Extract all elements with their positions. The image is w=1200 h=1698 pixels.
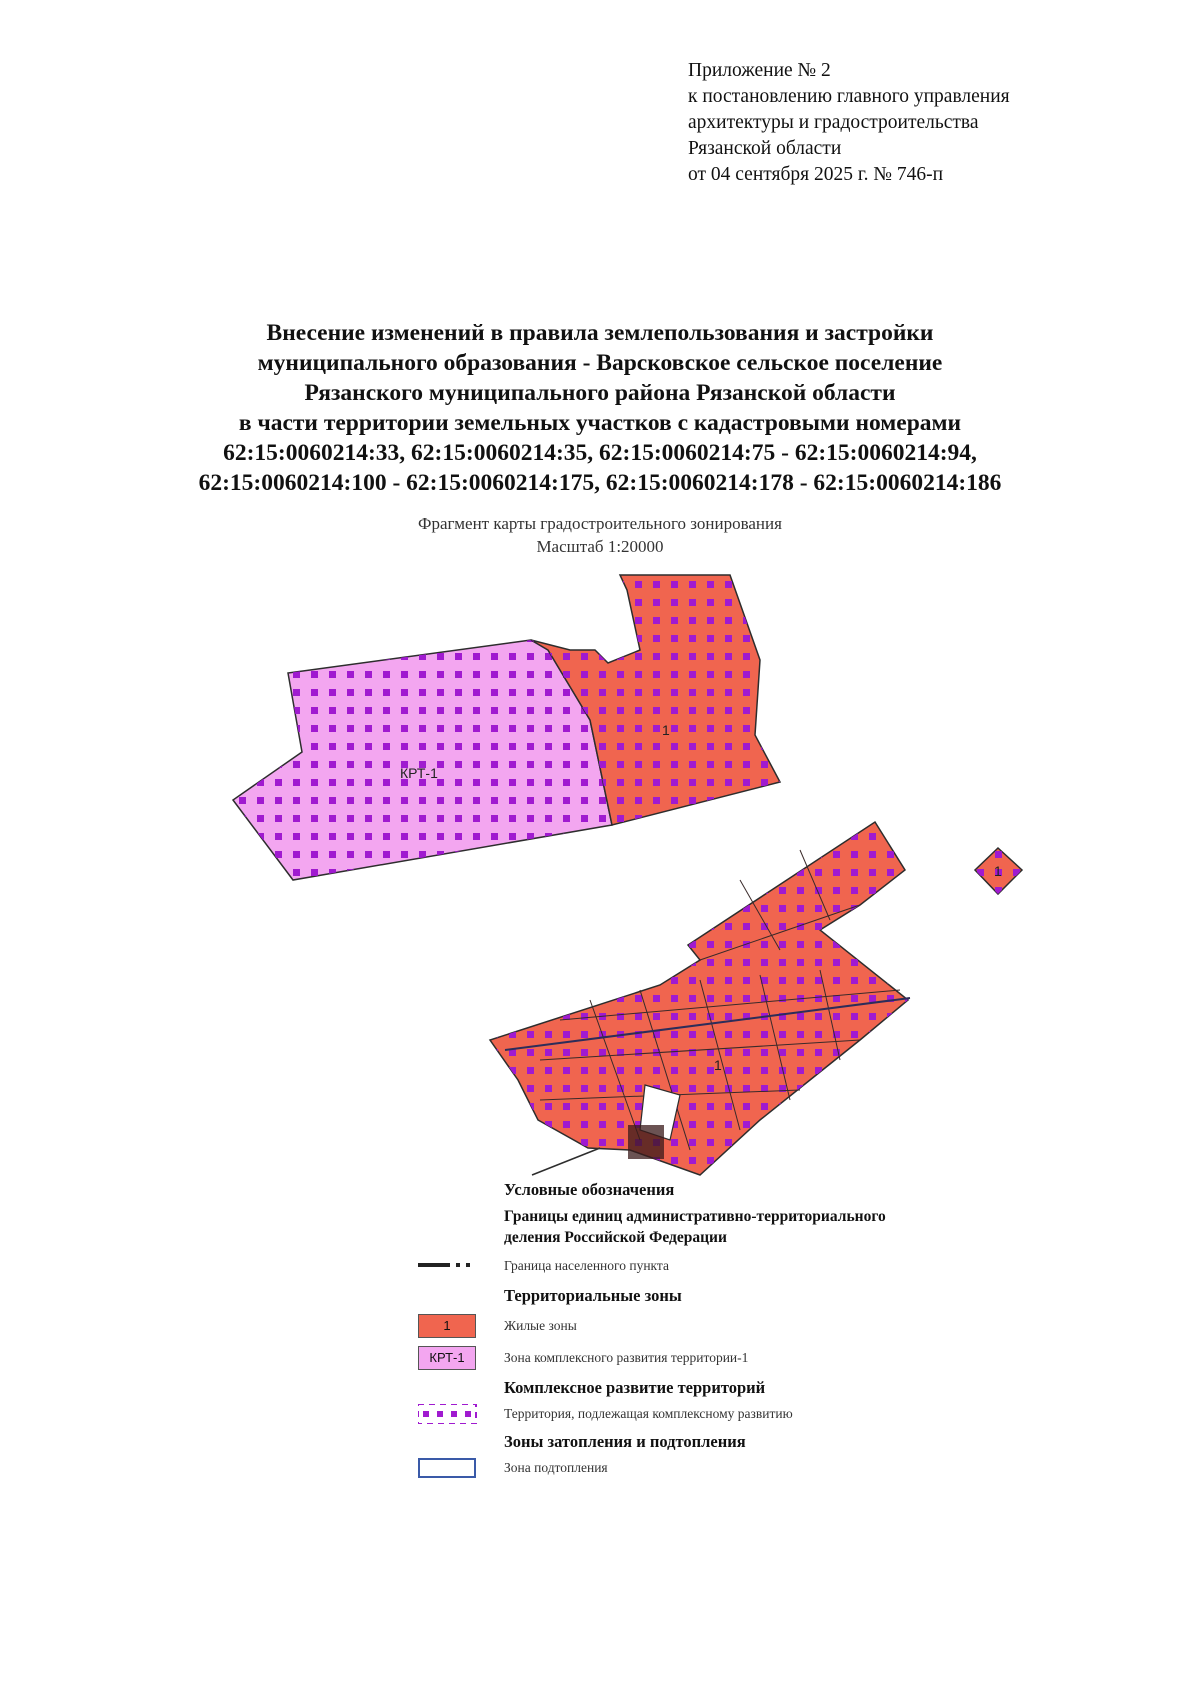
- krt-zone-swatch: КРТ-1: [418, 1346, 476, 1370]
- appendix-line: Приложение № 2: [688, 60, 831, 81]
- map-caption-block: [60, 512, 1140, 558]
- access-road: [532, 1148, 600, 1175]
- residential-zone-south: [490, 822, 910, 1175]
- legend-item-label: Зона подтопления: [504, 1460, 608, 1475]
- legend-heading-line: Границы единиц административно-территориального: [504, 1208, 886, 1225]
- legend-section-heading: [504, 1206, 886, 1248]
- label-residential-north: 1: [662, 722, 670, 738]
- appendix-line: архитектуры и градостроительства: [688, 112, 979, 133]
- legend-section-heading: Зоны затопления и подтопления: [504, 1432, 746, 1451]
- dotted-hatch-icon: [418, 1404, 478, 1424]
- label-krt: КРТ-1: [400, 765, 438, 781]
- appendix-line: Рязанской области: [688, 138, 842, 159]
- legend-section-heading: Комплексное развитие территорий: [504, 1378, 766, 1397]
- legend-item-label: Зона комплексного развития территории-1: [504, 1350, 749, 1365]
- title-line: 62:15:0060214:100 - 62:15:0060214:175, 62:15:0060214:178 - 62:15:0060214:186: [198, 470, 1002, 496]
- legend-item-label: Граница населенного пункта: [504, 1258, 669, 1273]
- krt-zone: [233, 640, 612, 880]
- residential-zone-swatch: 1: [418, 1314, 476, 1338]
- map-scale: Масштаб 1:20000: [536, 537, 664, 556]
- legend-heading-line: деления Российской Федерации: [504, 1229, 727, 1246]
- title-line: в части территории земельных участков с кадастровыми номерами: [238, 410, 962, 436]
- appendix-header: [688, 58, 1168, 188]
- legend-section-heading: Территориальные зоны: [504, 1286, 682, 1305]
- flood-zone-icon: [418, 1458, 478, 1480]
- boundary-line-icon: [418, 1260, 478, 1270]
- label-residential-east: 1: [994, 863, 1002, 879]
- residential-south-hatch: [490, 822, 908, 1175]
- zoning-map: [0, 560, 1200, 1200]
- legend-item-label: Жилые зоны: [504, 1318, 577, 1333]
- label-residential-south: 1: [714, 1057, 722, 1073]
- title-line: Рязанского муниципального района Рязанской области: [304, 380, 896, 406]
- title-line: 62:15:0060214:33, 62:15:0060214:35, 62:15:0060214:75 - 62:15:0060214:94,: [223, 440, 977, 466]
- legend-item-label: Территория, подлежащая комплексному развитию: [504, 1406, 793, 1421]
- appendix-line: от 04 сентября 2025 г. № 746-п: [688, 164, 944, 185]
- title-line: Внесение изменений в правила землепользования и застройки: [266, 320, 934, 346]
- map-caption: Фрагмент карты градостроительного зонирования: [418, 514, 782, 533]
- title-line: муниципального образования - Варсковское сельское поселение: [257, 350, 943, 376]
- dark-parcels: [628, 1125, 664, 1159]
- appendix-line: к постановлению главного управления: [688, 86, 1010, 107]
- legend-title: Условные обозначения: [504, 1180, 675, 1199]
- document-title: [60, 318, 1140, 498]
